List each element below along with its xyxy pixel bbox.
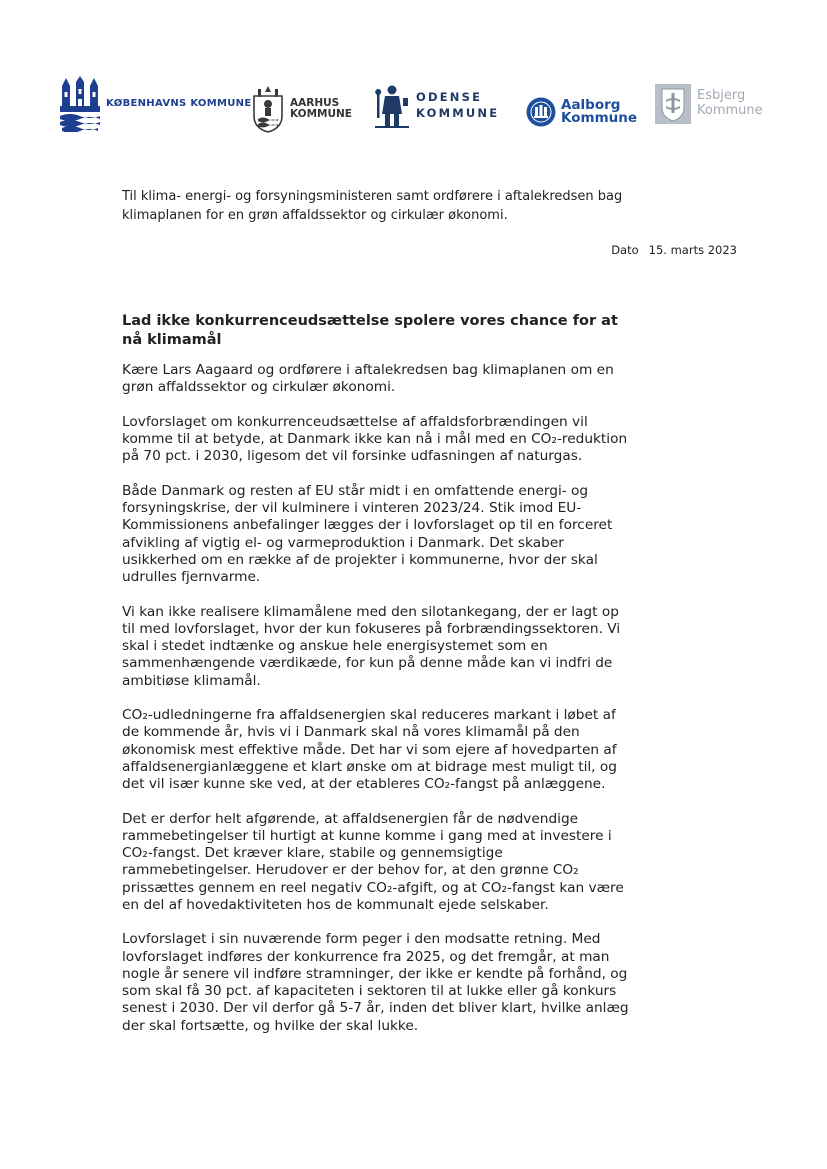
body-paragraph: Vi kan ikke realisere klimamålene med den silotankegang, der er lagt op til med lovforslaget, hvor der kun fokuseres på forbrændingssektoren. Vi skal i stedet indtænke og anskue hele energisystemet som en sammenhængende værdikæde, for kun på denne måde kan vi indfri de ambitiøse klimamål.: [122, 603, 621, 689]
aalborg-logo-text: Aalborg Kommune: [561, 96, 638, 126]
odense-saint-icon: [375, 84, 409, 128]
aalborg-seal-icon: [526, 97, 556, 127]
aarhus-kommune-logo: [251, 84, 352, 134]
document-date: [611, 243, 737, 257]
kobenhavn-crest-icon: [60, 76, 100, 132]
body-paragraph: Lovforslaget i sin nuværende form peger i den modsatte retning. Med lovforslaget indføres der konkurrence fra 2025, og det fremgår, at man nogle år senere vil indføre stramninger, der ikke er kendte på forhånd, og som skal få 30 pct. af kapaciteten i sektoren til at lukke eller gå konkurs senest i 2030. Der vil derfor gå 5-7 år, inden det bliver klart, hvilke anlæg der skal fortsætte, og hvilke der skal lukke.: [122, 931, 629, 1034]
odense-kommune-logo: [375, 84, 499, 128]
kobenhavn-logo-text: KØBENHAVNS KOMMUNE: [106, 97, 252, 109]
date-label: Dato: [611, 243, 639, 257]
body-paragraph: CO₂-udledningerne fra affaldsenergien skal reduceres markant i løbet af de kommende år, hvis vi i Danmark skal nå vores klimamål på den økonomisk mest effektive måde. Det har vi som ejere af hovedparten af affaldsenergianlæggene et klart ønske om at bidrage mest muligt til, og det vil især kunne ske ved, at der etableres CO₂-fangst på anlæggene.: [122, 707, 617, 793]
letter-headline: Lad ikke konkurrenceudsættelse spolere vores chance for at nå klimamål: [122, 313, 618, 348]
body-paragraph: Det er derfor helt afgørende, at affaldsenergien får de nødvendige rammebetingelser til hurtigt at kunne komme i gang med at investere i CO₂-fangst. Det kræver klare, stabile og gennemsigtige rammebetingelser. Herudover er der behov for, at den grønne CO₂ prissættes gennem en reel negativ CO₂-afgift, og at CO₂-fangst kan være en del af hovedaktiviteten hos de kommunalt ejede selskaber.: [122, 810, 624, 913]
body-paragraph: Både Danmark og resten af EU står midt i en omfattende energi- og forsyningskrise, der vil kulminere i vinteren 2023/24. Stik imod EU-Kommissionens anbefalinger lægges der i lovforslaget op til en forceret afvikling af vigtig el- og varmeproduktion i Danmark. Det skaber usikkerhed om en række af de projekter i kommunerne, hvor der skal udrulles fjernvarme.: [122, 483, 613, 586]
aarhus-crest-icon: [251, 84, 285, 134]
aalborg-kommune-logo: [526, 97, 637, 127]
recipient-line: Til klima- energi- og forsyningsministeren samt ordførere i aftalekredsen bag klimaplanen for en grøn affaldssektor og cirkulær økonomi.: [122, 189, 623, 223]
date-value: 15. marts 2023: [648, 243, 737, 257]
letter-body: [122, 362, 632, 1052]
odense-logo-text: ODENSE KOMMUNE: [416, 90, 500, 120]
aarhus-logo-text: AARHUS KOMMUNE: [290, 96, 352, 120]
esbjerg-kommune-logo: [655, 84, 763, 124]
body-paragraph: Lovforslaget om konkurrenceudsættelse af affaldsforbrændingen vil komme til at betyde, at Danmark ikke kan nå i mål med en CO₂-reduktion på 70 pct. i 2030, ligesom det vil forsinke udfasningen af naturgas.: [122, 413, 628, 465]
body-paragraph: Kære Lars Aagaard og ordførere i aftalekredsen bag klimaplanen om en grøn affaldssektor og cirkulær økonomi.: [122, 362, 614, 396]
esbjerg-shield-icon: [655, 84, 691, 124]
kobenhavns-kommune-logo: [60, 76, 251, 132]
esbjerg-logo-text: Esbjerg Kommune: [697, 88, 763, 118]
